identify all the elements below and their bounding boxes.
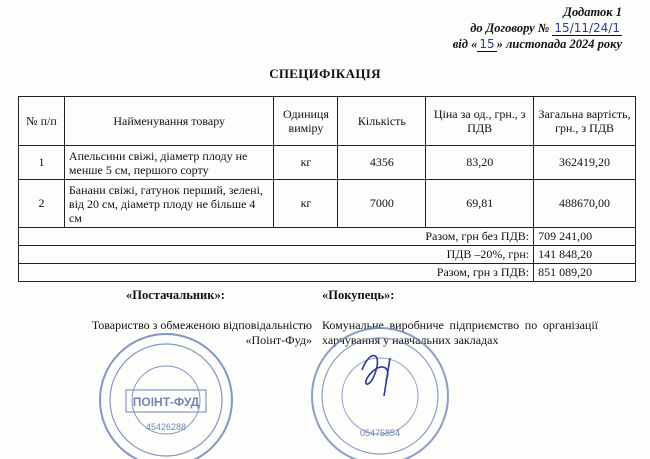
row-product-name: Банани свіжі, гатунок перший, зелені, від 20 см, діаметр плоду не більше 4 см bbox=[64, 180, 274, 228]
row-qty: 7000 bbox=[338, 180, 426, 228]
summary-value-gross: 851 089,20 bbox=[534, 264, 636, 282]
buyer-signature bbox=[362, 356, 390, 396]
col-header-qty: Кількість bbox=[338, 97, 426, 146]
table-header-row bbox=[19, 97, 636, 146]
row-unit: кг bbox=[274, 180, 338, 228]
summary-row bbox=[19, 246, 636, 264]
row-no: 1 bbox=[19, 146, 65, 180]
appendix-header bbox=[453, 4, 622, 52]
document-title: СПЕЦИФІКАЦІЯ bbox=[269, 66, 381, 81]
summary-value-vat: 141 848,20 bbox=[534, 246, 636, 264]
row-total: 362419,20 bbox=[534, 146, 636, 180]
col-header-price: Ціна за од., грн., з ПДВ bbox=[426, 97, 534, 146]
supplier-heading: «Постачальник»: bbox=[126, 288, 225, 302]
appendix-line2: до Договору № 15/11/24/1 bbox=[470, 21, 620, 35]
row-product-name: Апельсини свіжі, діаметр плоду не менше 5 см, першого сорту bbox=[64, 146, 274, 180]
appendix-line1: Додаток 1 bbox=[563, 5, 622, 19]
summary-row bbox=[19, 228, 636, 246]
summary-value-net: 709 241,00 bbox=[534, 228, 636, 246]
col-header-no: № п/п bbox=[19, 97, 65, 146]
buyer-stamp bbox=[300, 318, 450, 459]
buyer-stamp-code: 05475854 bbox=[359, 428, 401, 438]
row-price: 83,20 bbox=[426, 146, 534, 180]
summary-row bbox=[19, 264, 636, 282]
specification-table bbox=[18, 96, 636, 282]
buyer-heading: «Покупець»: bbox=[322, 288, 395, 302]
supplier-stamp bbox=[96, 328, 236, 459]
summary-label-gross: Разом, грн з ПДВ: bbox=[19, 264, 534, 282]
row-no: 2 bbox=[19, 180, 65, 228]
col-header-name: Найменування товару bbox=[64, 97, 274, 146]
table-row bbox=[19, 146, 636, 180]
row-total: 488670,00 bbox=[534, 180, 636, 228]
col-header-unit: Одиниця виміру bbox=[274, 97, 338, 146]
table-row bbox=[19, 180, 636, 228]
contract-number: 15/11/24/1 bbox=[554, 21, 620, 35]
supplier-stamp-center: ПОІНТ-ФУД bbox=[132, 395, 200, 409]
row-qty: 4356 bbox=[338, 146, 426, 180]
summary-label-vat: ПДВ –20%, грн: bbox=[19, 246, 534, 264]
summary-label-net: Разом, грн без ПДВ: bbox=[19, 228, 534, 246]
row-price: 69,81 bbox=[426, 180, 534, 228]
col-header-total: Загальна вартість, грн., з ПДВ bbox=[534, 97, 636, 146]
supplier-name: Товариство з обмеженою відповідальністю «Поінт-Фуд» bbox=[91, 318, 312, 347]
contract-day: 15 bbox=[479, 37, 495, 51]
buyer-name: Комунальне виробниче підприємство по організації харчування у навчальних закладах bbox=[322, 318, 598, 347]
appendix-line3: від « 15 » листопада 2024 року bbox=[452, 37, 622, 51]
row-unit: кг bbox=[274, 146, 338, 180]
supplier-stamp-code: 45426288 bbox=[145, 422, 187, 432]
